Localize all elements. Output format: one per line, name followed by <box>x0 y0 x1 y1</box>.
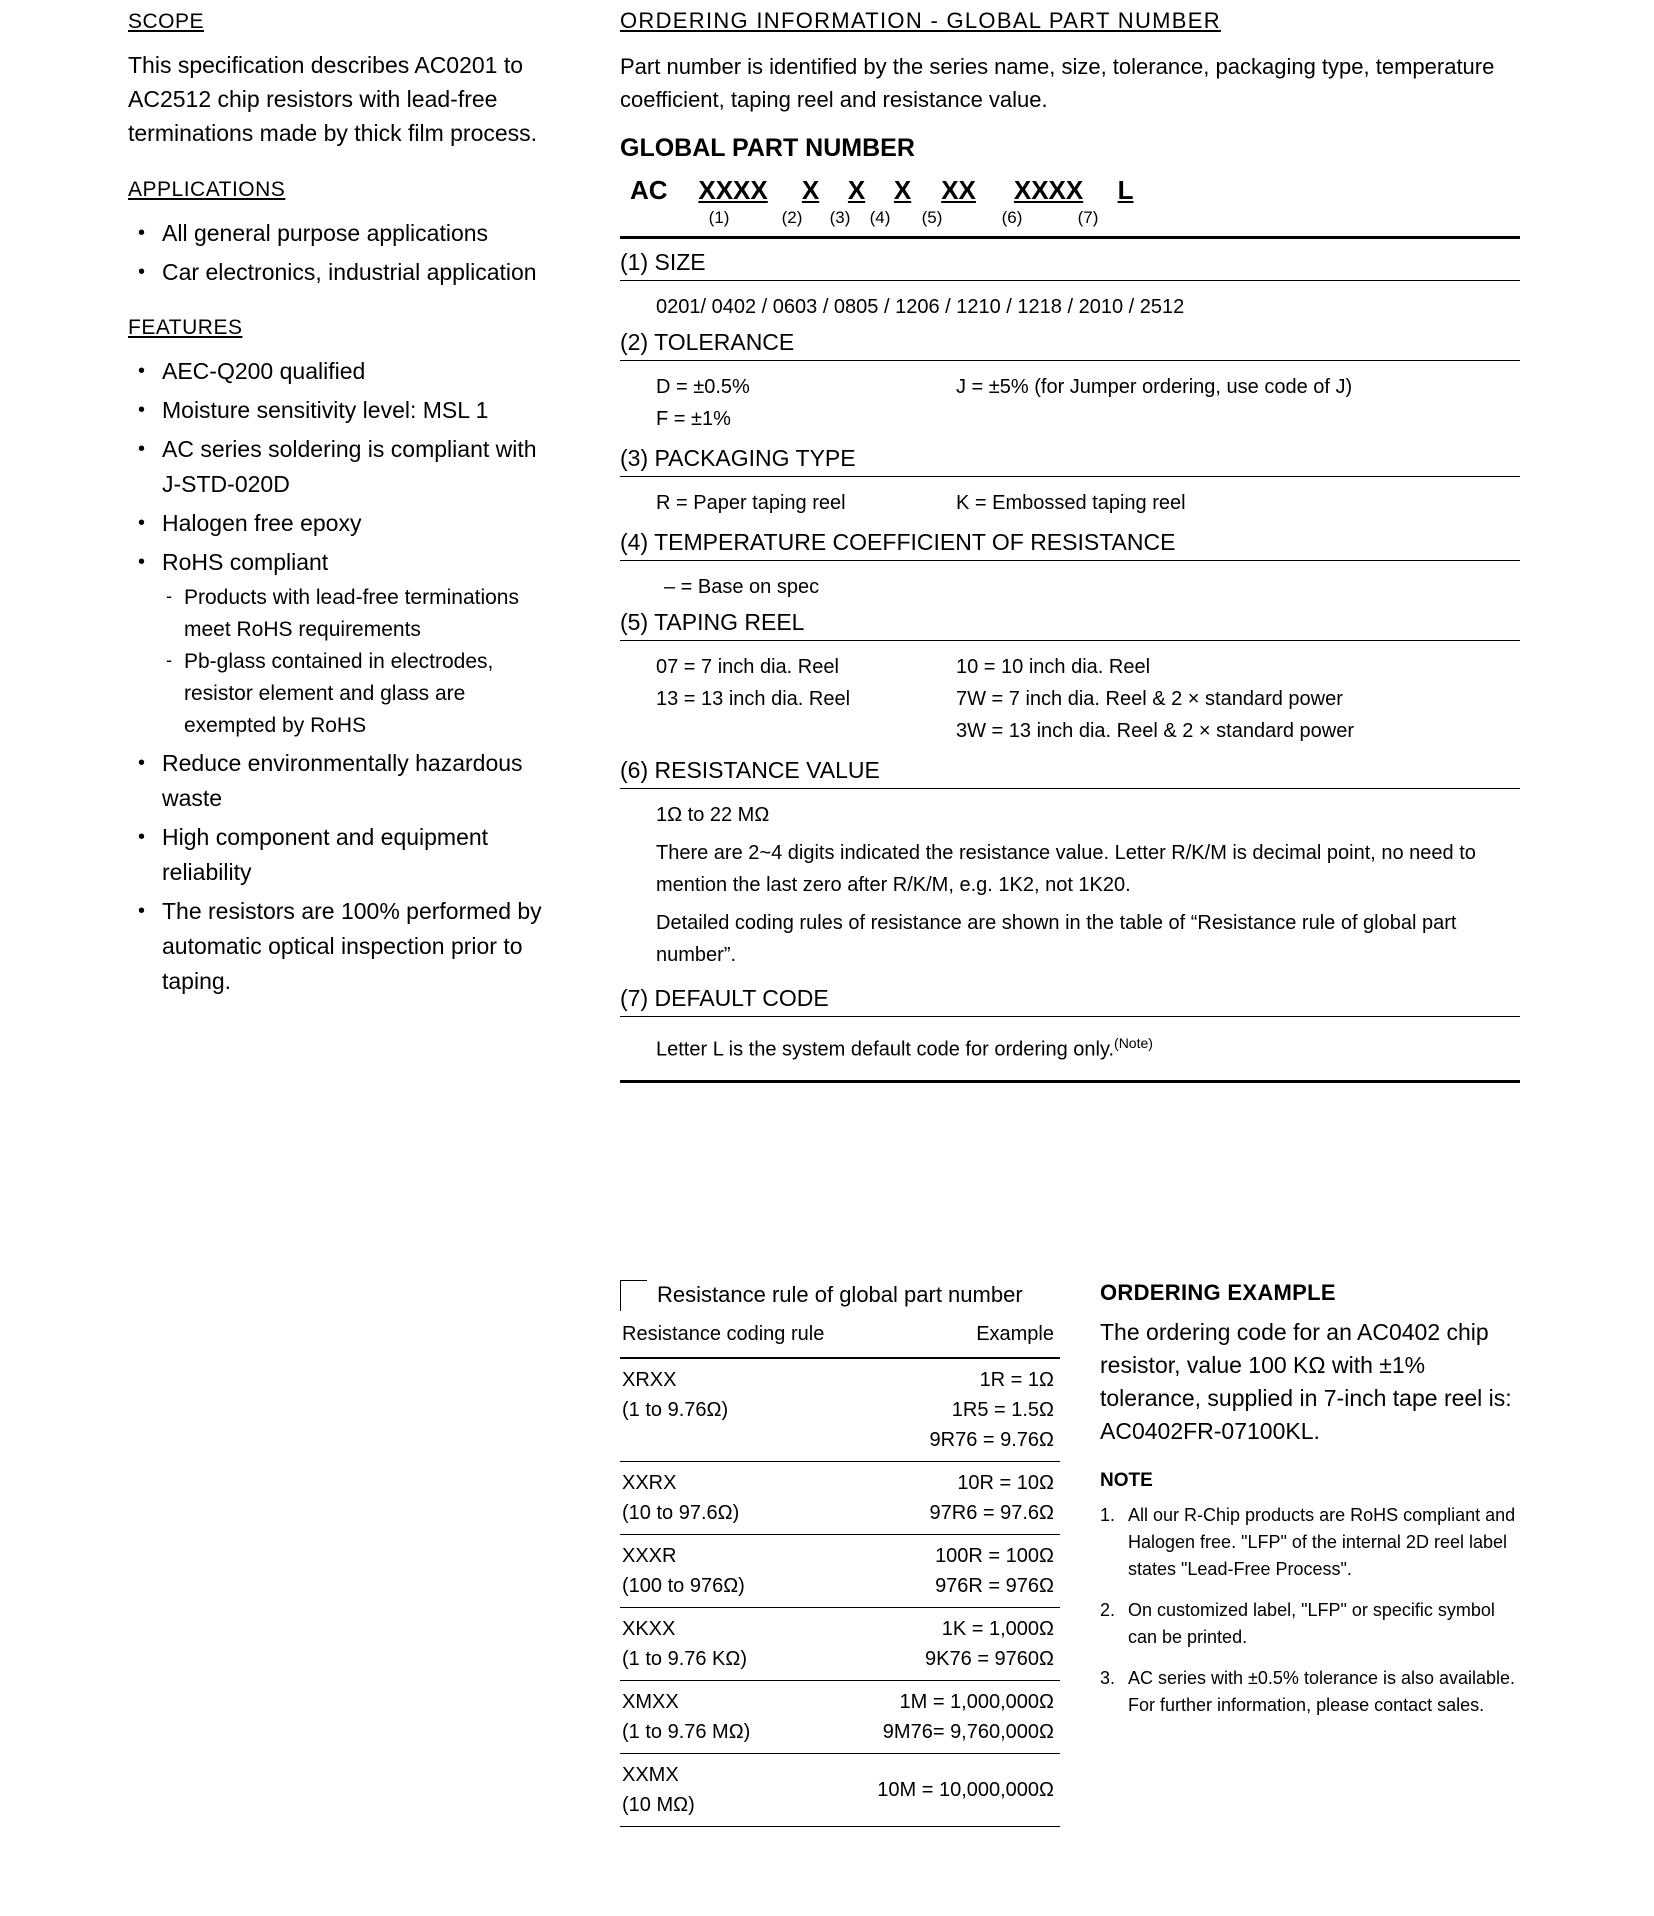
example-value: 1M = 1,000,000Ω <box>899 1691 1054 1713</box>
feature-text: Moisture sensitivity level: MSL 1 <box>162 397 489 423</box>
rule-cell <box>620 1535 852 1608</box>
list-item <box>128 432 558 502</box>
divider <box>620 640 1520 641</box>
list-item <box>128 894 558 999</box>
rohs-sub-text: Pb-glass contained in electrodes, resistor element and glass are exempted by RoHS <box>184 650 494 737</box>
rule-cell <box>620 1358 852 1462</box>
feature-text: AEC-Q200 qualified <box>162 358 366 384</box>
example-cell <box>852 1754 1060 1827</box>
rule-code: XMXX <box>622 1691 679 1713</box>
rohs-sub-text: Products with lead-free terminations meet RoHS requirements <box>184 586 519 641</box>
divider <box>620 236 1520 239</box>
example-cell <box>852 1535 1060 1608</box>
list-item <box>1100 1665 1520 1719</box>
list-item <box>128 545 558 742</box>
gpn-prefix: AC <box>630 175 668 205</box>
rule-range: (1 to 9.76Ω) <box>622 1399 729 1421</box>
table-row <box>620 1358 1060 1462</box>
divider <box>620 360 1520 361</box>
ordering-example-heading: ORDERING EXAMPLE <box>1100 1280 1336 1305</box>
taping-row <box>620 651 1520 683</box>
table-row <box>620 1681 1060 1754</box>
gpn-index-6: (6) <box>1001 208 1023 227</box>
example-cell <box>852 1681 1060 1754</box>
list-item <box>1100 1597 1520 1651</box>
note-text: AC series with ±0.5% tolerance is also available. For further information, please contact sales. <box>1128 1668 1516 1715</box>
note-text: On customized label, "LFP" or specific symbol can be printed. <box>1128 1600 1495 1647</box>
tolerance-code-d: D = ±0.5% <box>656 376 750 398</box>
rule-range: (100 to 976Ω) <box>622 1575 745 1597</box>
gpn-index-3: (3) <box>829 208 851 227</box>
rule-code: XXRX <box>622 1472 677 1494</box>
example-cell <box>852 1608 1060 1681</box>
gpn-index-row <box>620 208 1520 228</box>
divider <box>620 476 1520 477</box>
table-row <box>620 1462 1060 1535</box>
tolerance-row <box>620 371 1520 403</box>
column-header-rule: Resistance coding rule <box>620 1313 852 1358</box>
gpn-index-1: (1) <box>708 208 730 227</box>
example-value: 100R = 100Ω <box>935 1545 1054 1567</box>
divider <box>620 788 1520 789</box>
list-item <box>128 393 558 428</box>
column-header-example: Example <box>852 1313 1060 1358</box>
gpn-field-4: X <box>893 175 912 205</box>
feature-text: Reduce environmentally hazardous waste <box>162 750 523 811</box>
taping-reel-heading: (5) TAPING REEL <box>620 609 805 635</box>
gpn-index-5: (5) <box>921 208 943 227</box>
ordering-example-column <box>1100 1280 1520 1827</box>
rule-code: XKXX <box>622 1618 676 1640</box>
rule-range: (10 MΩ) <box>622 1794 695 1816</box>
rule-range: (10 to 97.6Ω) <box>622 1502 740 1524</box>
taping-code-13: 13 = 13 inch dia. Reel <box>656 688 851 710</box>
rule-cell <box>620 1608 852 1681</box>
scope-heading: SCOPE <box>128 10 205 33</box>
taping-row <box>620 683 1520 715</box>
tolerance-code-j: J = ±5% (for Jumper ordering, use code of J) <box>956 376 1353 398</box>
list-item <box>162 646 558 742</box>
table-header-row <box>620 1313 1060 1358</box>
applications-list <box>128 216 558 290</box>
taping-row <box>620 715 1520 747</box>
gpn-field-2: X <box>801 175 820 205</box>
note-heading: NOTE <box>1100 1470 1153 1491</box>
rule-range: (1 to 9.76 KΩ) <box>622 1648 748 1670</box>
packaging-row <box>620 487 1520 519</box>
default-code-note-mark: (Note) <box>1114 1035 1153 1051</box>
rule-range: (1 to 9.76 MΩ) <box>622 1721 751 1743</box>
example-value: 9M76= 9,760,000Ω <box>882 1721 1054 1743</box>
example-value: 10R = 10Ω <box>957 1472 1054 1494</box>
list-item <box>128 255 558 290</box>
ordering-example-text: The ordering code for an AC0402 chip resistor, value 100 KΩ with ±1% tolerance, supplied in 7-inch tape reel is: AC0402FR-07100KL. <box>1100 1319 1512 1444</box>
taping-code-3w: 3W = 13 inch dia. Reel & 2 × standard power <box>956 720 1355 742</box>
tcr-value: – = Base on spec <box>664 576 820 598</box>
resistance-coding-note: There are 2~4 digits indicated the resistance value. Letter R/K/M is decimal point, no need to mention the last zero after R/K/M, e.g. 1K2, not 1K20. <box>656 842 1476 896</box>
example-value: 976R = 976Ω <box>935 1575 1054 1597</box>
list-item <box>128 216 558 251</box>
application-text: Car electronics, industrial application <box>162 259 537 285</box>
rohs-sublist <box>162 582 558 742</box>
example-value: 10M = 10,000,000Ω <box>877 1779 1054 1801</box>
right-column <box>620 8 1520 1093</box>
resistance-rule-title-text: Resistance rule of global part number <box>657 1282 1023 1307</box>
list-item <box>128 354 558 389</box>
feature-text: The resistors are 100% performed by automatic optical inspection prior to taping. <box>162 898 542 994</box>
gpn-index-2: (2) <box>781 208 803 227</box>
taping-code-7w: 7W = 7 inch dia. Reel & 2 × standard power <box>956 688 1343 710</box>
note-text: All our R-Chip products are RoHS compliant and Halogen free. "LFP" of the internal 2D reel label states "Lead-Free Process". <box>1128 1505 1516 1579</box>
packaging-code-r: R = Paper taping reel <box>656 492 846 514</box>
tolerance-code-f: F = ±1% <box>656 408 731 430</box>
table-corner-box <box>620 1280 647 1311</box>
example-value: 1R5 = 1.5Ω <box>951 1399 1054 1421</box>
rule-code: XRXX <box>622 1369 677 1391</box>
divider <box>620 1016 1520 1017</box>
resistance-rule-title <box>620 1280 1060 1311</box>
tolerance-row <box>620 403 1520 435</box>
feature-text: Halogen free epoxy <box>162 510 362 536</box>
size-values: 0201/ 0402 / 0603 / 0805 / 1206 / 1210 / 1218 / 2010 / 2512 <box>656 296 1185 318</box>
example-value: 9K76 = 9760Ω <box>925 1648 1054 1670</box>
list-item <box>162 582 558 646</box>
resistance-value-heading: (6) RESISTANCE VALUE <box>620 757 880 783</box>
feature-text: High component and equipment reliability <box>162 824 489 885</box>
gpn-index-4: (4) <box>869 208 891 227</box>
left-column <box>128 10 558 1025</box>
resistance-range: 1Ω to 22 MΩ <box>656 804 770 826</box>
gpn-field-7: L <box>1117 175 1134 205</box>
gpn-field-1: XXXX <box>698 175 768 205</box>
example-value: 1R = 1Ω <box>979 1369 1054 1391</box>
table-row <box>620 1535 1060 1608</box>
global-part-number-code <box>620 175 1520 206</box>
table-row <box>620 1754 1060 1827</box>
taping-blank <box>656 715 956 747</box>
taping-code-07: 07 = 7 inch dia. Reel <box>656 656 839 678</box>
packaging-code-k: K = Embossed taping reel <box>956 492 1186 514</box>
global-part-number-heading: GLOBAL PART NUMBER <box>620 134 915 162</box>
tcr-heading: (4) TEMPERATURE COEFFICIENT OF RESISTANCE <box>620 529 1176 555</box>
resistance-rule-table <box>620 1280 1060 1827</box>
gpn-field-5: XX <box>941 175 976 205</box>
bottom-section <box>620 1280 1520 1827</box>
feature-text: RoHS compliant <box>162 549 329 575</box>
rule-code: XXMX <box>622 1764 679 1786</box>
rule-cell <box>620 1681 852 1754</box>
notes-list <box>1100 1502 1520 1719</box>
divider <box>620 280 1520 281</box>
example-cell <box>852 1358 1060 1462</box>
resistance-detail-note: Detailed coding rules of resistance are shown in the table of “Resistance rule of global part number”. <box>656 912 1457 966</box>
divider <box>620 1080 1520 1083</box>
table-row <box>620 1608 1060 1681</box>
divider <box>620 560 1520 561</box>
resistance-coding-table <box>620 1313 1060 1827</box>
gpn-field-6: XXXX <box>1013 175 1084 205</box>
example-value: 1K = 1,000Ω <box>941 1618 1054 1640</box>
features-list <box>128 354 558 999</box>
ordering-information-heading: ORDERING INFORMATION - GLOBAL PART NUMBER <box>620 8 1221 33</box>
gpn-field-3: X <box>847 175 866 205</box>
default-code-sentence: Letter L is the system default code for ordering only. <box>656 1038 1115 1061</box>
list-item <box>1100 1502 1520 1583</box>
taping-code-10: 10 = 10 inch dia. Reel <box>956 656 1151 678</box>
tolerance-blank <box>956 403 1520 435</box>
default-code-text <box>620 1027 1520 1066</box>
ordering-intro-text: Part number is identified by the series name, size, tolerance, packaging type, temperature coefficient, taping reel and resistance value. <box>620 54 1495 112</box>
size-heading: (1) SIZE <box>620 249 706 275</box>
example-value: 9R76 = 9.76Ω <box>929 1429 1054 1451</box>
list-item <box>128 746 558 816</box>
example-cell <box>852 1462 1060 1535</box>
example-value: 97R6 = 97.6Ω <box>929 1502 1054 1524</box>
feature-text: AC series soldering is compliant with J-STD-020D <box>162 436 537 497</box>
list-item <box>128 506 558 541</box>
list-item <box>128 820 558 890</box>
gpn-index-7: (7) <box>1077 208 1099 227</box>
rule-cell <box>620 1462 852 1535</box>
application-text: All general purpose applications <box>162 220 489 246</box>
scope-text: This specification describes AC0201 to AC2512 chip resistors with lead-free terminations made by thick film process. <box>128 52 538 146</box>
features-heading: FEATURES <box>128 316 243 339</box>
packaging-type-heading: (3) PACKAGING TYPE <box>620 445 856 471</box>
tolerance-heading: (2) TOLERANCE <box>620 329 795 355</box>
rule-cell <box>620 1754 852 1827</box>
default-code-heading: (7) DEFAULT CODE <box>620 985 829 1011</box>
applications-heading: APPLICATIONS <box>128 178 286 201</box>
rule-code: XXXR <box>622 1545 677 1567</box>
